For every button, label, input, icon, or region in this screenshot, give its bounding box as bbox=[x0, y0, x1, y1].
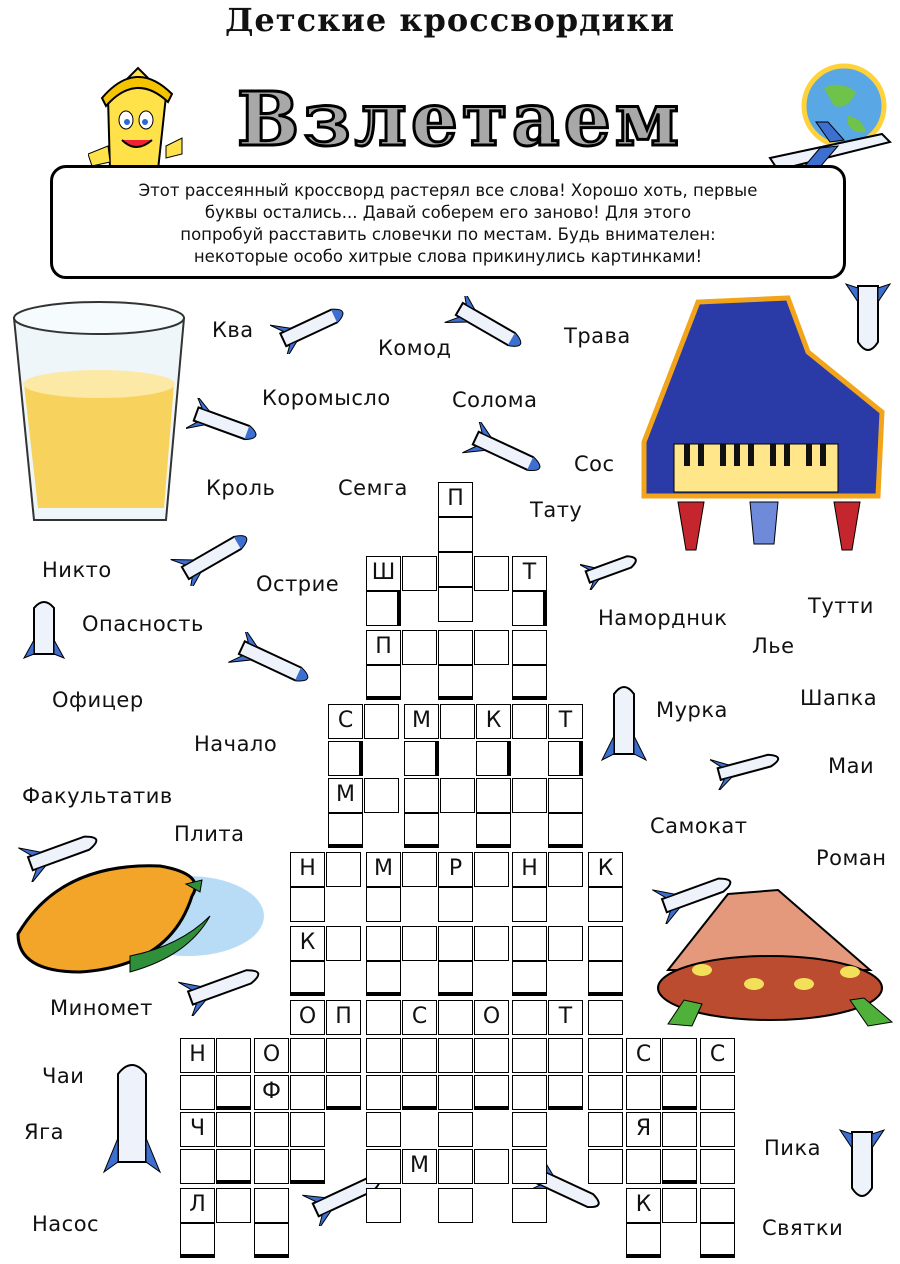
word-item: Никто bbox=[42, 558, 112, 582]
crossword-cell[interactable] bbox=[548, 813, 583, 848]
intro-line: Этот рассеянный кроссворд растерял все слова! Хорошо хоть, первые bbox=[138, 181, 758, 200]
crossword-cell[interactable] bbox=[366, 1112, 401, 1147]
rocket-icon bbox=[16, 818, 120, 882]
word-item: Трава bbox=[564, 324, 631, 348]
crossword-cell[interactable] bbox=[474, 1075, 509, 1110]
crossword-cell[interactable] bbox=[290, 1149, 325, 1184]
rocket-icon bbox=[270, 296, 360, 354]
crossword-cell[interactable]: К bbox=[290, 926, 325, 961]
crossword-cell[interactable] bbox=[290, 1038, 325, 1073]
word-item: Солома bbox=[452, 388, 538, 412]
intro-line: буквы остались... Давай соберем его заново! Для этого bbox=[204, 203, 692, 222]
crossword-cell[interactable] bbox=[440, 704, 475, 739]
crossword-cell[interactable] bbox=[588, 1000, 623, 1035]
crossword-cell[interactable] bbox=[366, 1075, 401, 1110]
rocket-icon bbox=[710, 740, 796, 790]
crossword-cell[interactable] bbox=[438, 517, 473, 552]
word-item: Факультатив bbox=[22, 784, 173, 808]
crossword-cell[interactable] bbox=[254, 1149, 289, 1184]
crossword-cell[interactable]: Н bbox=[290, 852, 325, 887]
word-item: Роман bbox=[816, 846, 887, 870]
crossword-cell[interactable] bbox=[512, 1112, 547, 1147]
crossword-cell[interactable]: Р bbox=[438, 852, 473, 887]
crossword-cell[interactable] bbox=[700, 1223, 735, 1258]
crossword-cell[interactable] bbox=[366, 665, 401, 700]
rocket-icon bbox=[170, 520, 270, 586]
crossword-cell[interactable]: Ш bbox=[366, 556, 401, 591]
crossword-cell[interactable] bbox=[474, 852, 509, 887]
crossword-cell[interactable] bbox=[404, 741, 439, 776]
crossword-cell[interactable]: Я bbox=[626, 1112, 661, 1147]
crossword-cell[interactable] bbox=[364, 704, 399, 739]
crossword-cell[interactable] bbox=[474, 1038, 509, 1073]
word-item: Святки bbox=[762, 1216, 844, 1240]
word-item: Самокат bbox=[650, 814, 748, 838]
word-item: Комод bbox=[378, 336, 452, 360]
crossword-cell[interactable] bbox=[588, 1075, 623, 1110]
word-item: Мурка bbox=[656, 698, 728, 722]
crossword-cell[interactable] bbox=[548, 1075, 583, 1110]
word-item: Семга bbox=[338, 476, 408, 500]
crossword-cell[interactable] bbox=[512, 1075, 547, 1110]
crossword-cell[interactable]: О bbox=[290, 1000, 325, 1035]
crossword-cell[interactable] bbox=[700, 1149, 735, 1184]
crossword-cell[interactable] bbox=[512, 778, 547, 813]
crossword-cell[interactable] bbox=[438, 630, 473, 665]
crossword-cell[interactable] bbox=[180, 1223, 215, 1258]
word-item: Коромысло bbox=[262, 386, 391, 410]
crossword-cell[interactable] bbox=[290, 887, 325, 922]
crossword-cell[interactable] bbox=[588, 887, 623, 922]
crossword-cell[interactable]: Ф bbox=[254, 1075, 289, 1110]
crossword-cell[interactable]: С bbox=[402, 1000, 437, 1035]
crossword-cell[interactable] bbox=[700, 1112, 735, 1147]
rocket-icon bbox=[580, 544, 650, 590]
crossword-cell[interactable] bbox=[512, 887, 547, 922]
crossword-cell[interactable]: Л bbox=[180, 1188, 215, 1223]
word-item: Яга bbox=[24, 1120, 64, 1144]
crossword-cell[interactable] bbox=[662, 1188, 697, 1223]
crossword-cell[interactable]: К bbox=[476, 704, 511, 739]
crossword-cell[interactable] bbox=[254, 1223, 289, 1258]
crossword-cell[interactable] bbox=[512, 961, 547, 996]
word-item: Тутти bbox=[808, 594, 874, 618]
crossword-cell[interactable] bbox=[216, 1038, 251, 1073]
crossword-cell[interactable] bbox=[290, 1075, 325, 1110]
crossword-cell[interactable] bbox=[548, 1038, 583, 1073]
word-item: Шапка bbox=[800, 686, 878, 710]
crossword-cell[interactable]: Т bbox=[512, 556, 547, 591]
crossword-cell[interactable]: М bbox=[402, 1149, 437, 1184]
crossword-cell[interactable] bbox=[366, 926, 401, 961]
rocket-icon bbox=[600, 684, 650, 792]
globe-airplane-icon bbox=[764, 62, 898, 180]
crossword-cell[interactable] bbox=[512, 1149, 547, 1184]
crossword-cell[interactable] bbox=[700, 1075, 735, 1110]
crossword-cell[interactable] bbox=[402, 1075, 437, 1110]
crossword-cell[interactable] bbox=[180, 1149, 215, 1184]
word-item: Плита bbox=[174, 822, 245, 846]
crossword-cell[interactable]: М bbox=[404, 704, 439, 739]
crossword-cell[interactable] bbox=[474, 926, 509, 961]
crossword-cell[interactable] bbox=[216, 1112, 251, 1147]
word-item: Тату bbox=[530, 498, 583, 522]
crossword-cell[interactable] bbox=[474, 1149, 509, 1184]
crossword-cell[interactable] bbox=[588, 1149, 623, 1184]
crossword-cell[interactable] bbox=[662, 1038, 697, 1073]
rocket-icon bbox=[444, 296, 544, 362]
crossword-cell[interactable] bbox=[548, 778, 583, 813]
crossword-cell[interactable]: К bbox=[588, 852, 623, 887]
crossword-cell[interactable] bbox=[662, 1149, 697, 1184]
crossword-cell[interactable] bbox=[662, 1075, 697, 1110]
rocket-icon bbox=[838, 1108, 888, 1212]
crossword-cell[interactable] bbox=[402, 926, 437, 961]
word-item: Наморднuк bbox=[598, 606, 728, 630]
crossword-cell[interactable] bbox=[476, 778, 511, 813]
crossword-cell[interactable] bbox=[254, 1188, 289, 1223]
crossword-cell[interactable] bbox=[548, 741, 583, 776]
crossword-cell[interactable]: С bbox=[626, 1038, 661, 1073]
word-item: Насос bbox=[32, 1212, 100, 1236]
crossword-cell[interactable] bbox=[512, 630, 547, 665]
crossword-cell[interactable] bbox=[438, 1149, 473, 1184]
crossword-cell[interactable] bbox=[512, 1038, 547, 1073]
rocket-icon bbox=[176, 952, 282, 1016]
crossword-cell[interactable] bbox=[626, 1149, 661, 1184]
intro-line: попробуй расставить словечки по местам. Будь внимателен: bbox=[180, 225, 716, 244]
crossword-cell[interactable]: П bbox=[438, 482, 473, 517]
crossword-cell[interactable] bbox=[326, 852, 361, 887]
crossword-cell[interactable]: М bbox=[366, 852, 401, 887]
intro-textbox bbox=[50, 165, 846, 279]
word-item: Острие bbox=[256, 572, 340, 596]
crossword-cell[interactable] bbox=[254, 1112, 289, 1147]
crossword-cell[interactable] bbox=[438, 887, 473, 922]
crossword-cell[interactable] bbox=[548, 926, 583, 961]
crossword-cell[interactable]: Н bbox=[512, 852, 547, 887]
rocket-icon bbox=[840, 262, 896, 362]
crossword-cell[interactable] bbox=[290, 961, 325, 996]
crossword-cell[interactable] bbox=[440, 778, 475, 813]
crossword-cell[interactable]: П bbox=[326, 1000, 361, 1035]
word-item: Опасность bbox=[82, 612, 204, 636]
crossword-cell[interactable] bbox=[476, 741, 511, 776]
crossword-cell[interactable] bbox=[588, 1112, 623, 1147]
crossword-cell[interactable]: К bbox=[626, 1188, 661, 1223]
crossword-cell[interactable] bbox=[216, 1188, 251, 1223]
crossword-cell[interactable]: Н bbox=[180, 1038, 215, 1073]
crossword-cell[interactable] bbox=[512, 704, 547, 739]
crossword-cell[interactable] bbox=[438, 587, 473, 622]
crossword-cell[interactable] bbox=[366, 1149, 401, 1184]
crossword-cell[interactable] bbox=[364, 778, 399, 813]
crossword-cell[interactable] bbox=[588, 1038, 623, 1073]
page-header: Детские кроссвордики bbox=[224, 1, 676, 39]
crossword-cell[interactable] bbox=[438, 1112, 473, 1147]
word-item: Миномет bbox=[50, 996, 153, 1020]
crossword-cell[interactable] bbox=[626, 1075, 661, 1110]
crossword-cell[interactable]: Т bbox=[548, 1000, 583, 1035]
crossword-cell[interactable] bbox=[328, 741, 363, 776]
crossword-cell[interactable] bbox=[438, 1188, 473, 1223]
crossword-cell[interactable] bbox=[326, 1075, 361, 1110]
rocket-icon bbox=[186, 398, 272, 454]
crossword-cell[interactable]: Т bbox=[548, 704, 583, 739]
crossword-cell[interactable]: С bbox=[328, 704, 363, 739]
crossword-cell[interactable]: Ч bbox=[180, 1112, 215, 1147]
crossword-cell[interactable] bbox=[366, 887, 401, 922]
intro-line: некоторые особо хитрые слова прикинулись картинками! bbox=[193, 247, 703, 266]
word-item: Начало bbox=[194, 732, 278, 756]
crossword-cell[interactable] bbox=[548, 852, 583, 887]
smiling-character-icon bbox=[88, 58, 184, 178]
crossword-cell[interactable] bbox=[366, 1000, 401, 1035]
crossword-cell[interactable] bbox=[512, 591, 547, 626]
crossword-cell[interactable] bbox=[216, 1075, 251, 1110]
word-item: Кроль bbox=[206, 476, 276, 500]
crossword-cell[interactable] bbox=[366, 591, 401, 626]
crossword-cell[interactable] bbox=[328, 813, 363, 848]
word-item: Офицер bbox=[52, 688, 144, 712]
crossword-cell[interactable] bbox=[216, 1149, 251, 1184]
rocket-icon bbox=[100, 1062, 164, 1202]
crossword-cell[interactable] bbox=[474, 556, 509, 591]
crossword-cell[interactable] bbox=[402, 852, 437, 887]
crossword-cell[interactable] bbox=[326, 1038, 361, 1073]
rocket-icon bbox=[226, 632, 332, 698]
crossword-cell[interactable] bbox=[404, 813, 439, 848]
crossword-cell[interactable] bbox=[700, 1188, 735, 1223]
crossword-cell[interactable] bbox=[662, 1112, 697, 1147]
crossword-cell[interactable] bbox=[626, 1223, 661, 1258]
crossword-cell[interactable] bbox=[404, 778, 439, 813]
crossword-cell[interactable]: С bbox=[700, 1038, 735, 1073]
crossword-cell[interactable] bbox=[438, 665, 473, 700]
crossword-cell[interactable]: П bbox=[366, 630, 401, 665]
crossword-cell[interactable] bbox=[512, 926, 547, 961]
crossword-cell[interactable] bbox=[366, 961, 401, 996]
crossword-cell[interactable] bbox=[402, 1038, 437, 1073]
crossword-cell[interactable] bbox=[476, 813, 511, 848]
crossword-cell[interactable] bbox=[366, 1188, 401, 1223]
crossword-cell[interactable] bbox=[438, 1038, 473, 1073]
word-item: Сос bbox=[574, 452, 615, 476]
crossword-cell[interactable] bbox=[180, 1075, 215, 1110]
puzzle-title: Взлетаем bbox=[236, 77, 684, 163]
crossword-cell[interactable] bbox=[438, 1075, 473, 1110]
crossword-cell[interactable] bbox=[290, 1112, 325, 1147]
crossword-cell[interactable] bbox=[326, 926, 361, 961]
crossword-cell[interactable] bbox=[402, 630, 437, 665]
crossword-cell[interactable] bbox=[588, 926, 623, 961]
crossword-cell[interactable] bbox=[512, 665, 547, 700]
crossword-cell[interactable] bbox=[438, 961, 473, 996]
word-item: Лье bbox=[752, 634, 795, 658]
crossword-cell[interactable] bbox=[512, 1188, 547, 1223]
rocket-icon bbox=[20, 600, 68, 670]
crossword-cell[interactable] bbox=[588, 961, 623, 996]
crossword-cell[interactable] bbox=[402, 556, 437, 591]
rocket-icon bbox=[462, 422, 562, 488]
crossword-cell[interactable]: О bbox=[254, 1038, 289, 1073]
crossword-cell[interactable] bbox=[366, 1038, 401, 1073]
crossword-cell[interactable] bbox=[438, 552, 473, 587]
crossword-cell[interactable]: О bbox=[474, 1000, 509, 1035]
word-item: Маи bbox=[828, 754, 875, 778]
rocket-icon bbox=[650, 860, 754, 924]
word-item: Пика bbox=[764, 1136, 821, 1160]
glass-of-juice-icon bbox=[8, 298, 190, 530]
crossword-cell[interactable] bbox=[438, 926, 473, 961]
crossword-cell[interactable] bbox=[474, 630, 509, 665]
crossword-cell[interactable] bbox=[512, 1000, 547, 1035]
crossword-cell[interactable] bbox=[438, 1000, 473, 1035]
word-item: Ква bbox=[212, 318, 254, 342]
crossword-cell[interactable]: М bbox=[328, 778, 363, 813]
word-item: Чаи bbox=[42, 1064, 85, 1088]
